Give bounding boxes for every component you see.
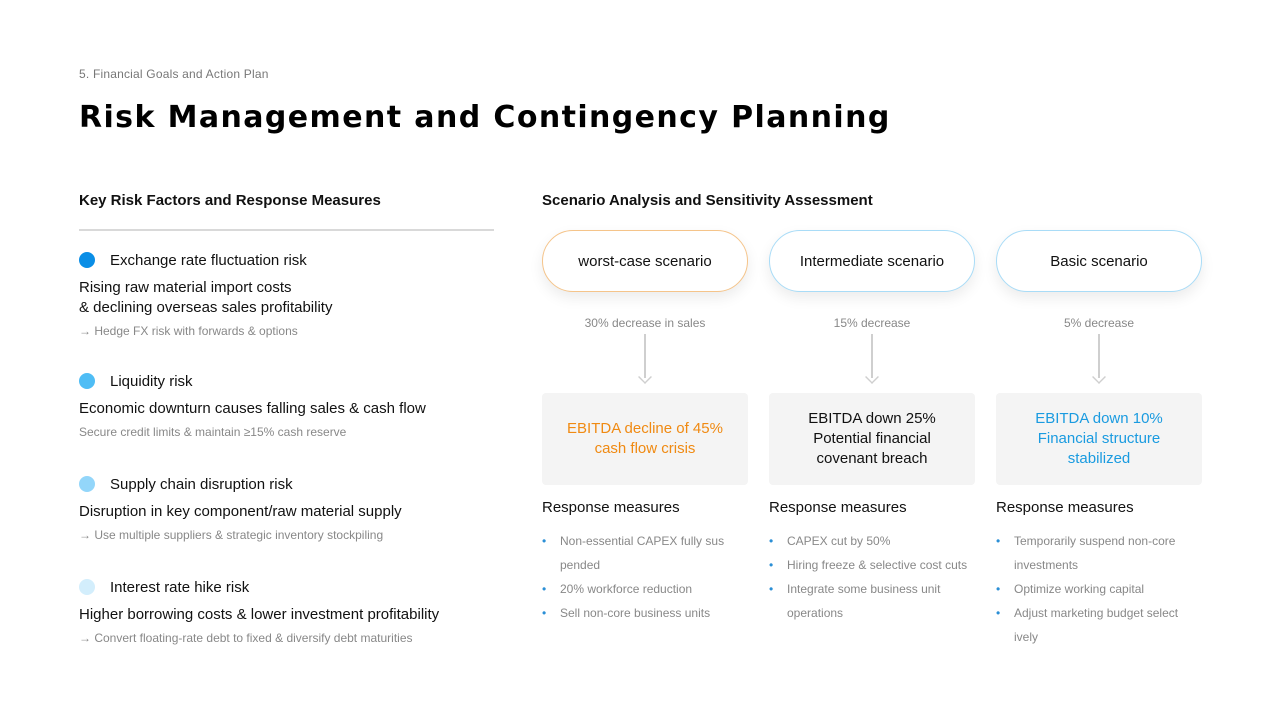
risk-action: → Hedge FX risk with forwards & options: [79, 324, 298, 338]
response-measures-list: [996, 529, 1202, 649]
list-item: • Temporarily suspend non-core investments: [996, 529, 1202, 577]
scenario-result: EBITDA down 25% Potential financial covenant breach: [769, 393, 975, 485]
risk-title: Exchange rate fluctuation risk: [110, 251, 307, 269]
scenario-result: EBITDA down 10% Financial structure stabilized: [996, 393, 1202, 485]
scenario-pill: Intermediate scenario: [769, 230, 975, 292]
risk-title: Supply chain disruption risk: [110, 475, 293, 493]
bullet-icon: •: [769, 582, 774, 596]
list-item: • Adjust marketing budget select ively: [996, 601, 1202, 649]
bullet-icon: •: [996, 534, 1001, 548]
risk-dot-icon: [79, 579, 95, 595]
risk-description: Economic downturn causes falling sales & cash flow: [79, 400, 426, 417]
scenario-result: EBITDA decline of 45% cash flow crisis: [542, 393, 748, 485]
risk-description: Disruption in key component/raw material supply: [79, 503, 402, 520]
response-measures-heading: Response measures: [769, 499, 907, 516]
list-item: • 20% workforce reduction: [542, 577, 748, 601]
down-arrow-icon: [542, 334, 748, 384]
risk-item-exchange-rate: [79, 249, 509, 338]
scenario-analysis-heading: Scenario Analysis and Sensitivity Assessment: [542, 192, 873, 209]
bullet-icon: •: [769, 534, 774, 548]
scenario-drop-label: 5% decrease: [1063, 316, 1135, 330]
scenario-drop-label: 15% decrease: [833, 316, 911, 330]
list-item: • Non-essential CAPEX fully sus pended: [542, 529, 748, 577]
risk-dot-icon: [79, 252, 95, 268]
risk-dot-icon: [79, 476, 95, 492]
risk-description: Rising raw material import costs & declining overseas sales profitability: [79, 279, 333, 316]
risk-item-supply-chain: [79, 473, 509, 542]
risk-title: Liquidity risk: [110, 372, 193, 390]
page-title: Risk Management and Contingency Planning: [79, 100, 891, 135]
bullet-icon: •: [542, 582, 547, 596]
risk-action: Secure credit limits & maintain ≥15% cash reserve: [79, 425, 347, 439]
list-item: • Hiring freeze & selective cost cuts: [769, 553, 975, 577]
risk-action: → Use multiple suppliers & strategic inventory stockpiling: [79, 528, 384, 542]
response-measures-list: [542, 529, 748, 625]
risk-item-interest-rate: [79, 576, 509, 645]
scenario-intermediate: [769, 230, 975, 625]
divider: [79, 229, 494, 231]
list-item: • Integrate some business unit operations: [769, 577, 975, 625]
risk-description: Higher borrowing costs & lower investment profitability: [79, 606, 440, 623]
bullet-icon: •: [996, 582, 1001, 596]
response-measures-heading: Response measures: [996, 499, 1134, 516]
response-measures-heading: Response measures: [542, 499, 680, 516]
list-item: • Optimize working capital: [996, 577, 1202, 601]
down-arrow-icon: [996, 334, 1202, 384]
list-item: • Sell non-core business units: [542, 601, 748, 625]
scenario-drop-label: 30% decrease in sales: [584, 316, 706, 330]
bullet-icon: •: [542, 534, 547, 548]
risk-item-liquidity: [79, 370, 509, 439]
scenario-pill: Basic scenario: [996, 230, 1202, 292]
bullet-icon: •: [542, 606, 547, 620]
scenario-basic: [996, 230, 1202, 649]
scenario-worst-case: [542, 230, 748, 625]
list-item: • CAPEX cut by 50%: [769, 529, 975, 553]
risk-factors-heading: Key Risk Factors and Response Measures: [79, 192, 381, 209]
down-arrow-icon: [769, 334, 975, 384]
risk-action: → Convert floating-rate debt to fixed & diversify debt maturities: [79, 631, 413, 645]
bullet-icon: •: [769, 558, 774, 572]
risk-dot-icon: [79, 373, 95, 389]
breadcrumb: 5. Financial Goals and Action Plan: [79, 67, 269, 81]
risk-title: Interest rate hike risk: [110, 578, 250, 596]
scenario-pill: worst-case scenario: [542, 230, 748, 292]
response-measures-list: [769, 529, 975, 625]
bullet-icon: •: [996, 606, 1001, 620]
